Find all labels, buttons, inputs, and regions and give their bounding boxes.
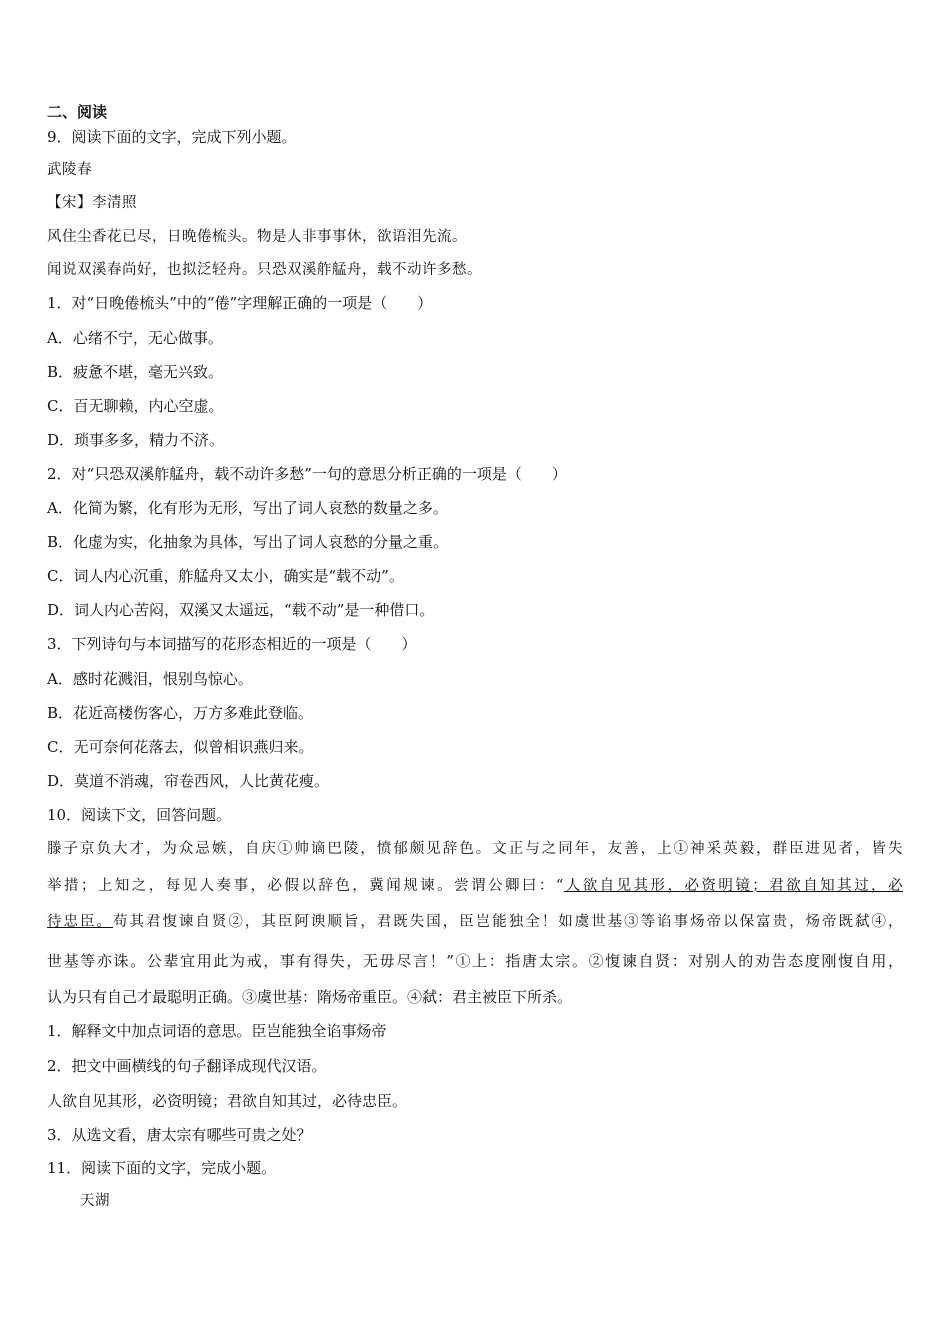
option: A．心绪不宁，无心做事。 xyxy=(47,329,223,347)
question-stem: 1．解释文中加点词语的意思。臣岂能独全谄事炀帝 xyxy=(47,1022,387,1040)
option: B．化虚为实，化抽象为具体，写出了词人哀愁的分量之重。 xyxy=(47,533,449,551)
question-stem: 3．从选文看，唐太宗有哪些可贵之处？ xyxy=(47,1126,312,1144)
option: D．词人内心苦闷，双溪又太遥远，“载不动”是一种借口。 xyxy=(47,601,435,619)
question-stem: 1．对“日晚倦梳头”中的“倦”字理解正确的一项是（ ） xyxy=(47,294,433,312)
passage-text: 苟其君愎谏自贤②，其臣阿谀顺旨，君既失国，臣岂能独全！如虞世基③等谄事炀帝以保富贵，炀帝既弑④， xyxy=(112,914,904,930)
question-stem: 2．把文中画横线的句子翻译成现代汉语。 xyxy=(47,1057,327,1075)
sentence-to-translate: 人欲自见其形，必资明镜；君欲自知其过，必待忠臣。 xyxy=(47,1092,408,1110)
passage-line: 世基等亦诛。公辈宜用此为戒，事有得失，无毋尽言！”①上：指唐太宗。②愎谏自贤：对别人的劝告态度刚愎自用， xyxy=(47,952,903,970)
passage-line: 认为只有自己才最聪明正确。③虞世基：隋炀帝重臣。④弑：君主被臣下所杀。 xyxy=(47,988,573,1006)
option: B．疲惫不堪，毫无兴致。 xyxy=(47,363,224,381)
option: A．化简为繁，化有形为无形，写出了词人哀愁的数量之多。 xyxy=(47,499,448,517)
passage-line xyxy=(47,912,903,932)
q11-title: 天湖 xyxy=(80,1193,110,1209)
q11-prompt: 11．阅读下面的文字，完成小题。 xyxy=(47,1159,277,1177)
underlined-text: 待忠臣。 xyxy=(47,914,113,930)
option: B．花近高楼伤客心，万方多难此登临。 xyxy=(47,704,314,722)
option: D．莫道不消魂，帘卷西风，人比黄花瘦。 xyxy=(47,772,330,790)
passage-line: 滕子京负大才，为众忌嫉，自庆①帅谪巴陵，愤郁颇见辞色。文正与之同年，友善，上①神采英毅，群臣进见者，皆失 xyxy=(47,841,903,857)
option: A．感时花溅泪，恨别鸟惊心。 xyxy=(47,670,253,688)
poem-author: 【宋】李清照 xyxy=(47,195,137,211)
section-title: 二、阅读 xyxy=(47,103,108,121)
poem-line: 风住尘香花已尽，日晚倦梳头。物是人非事事休，欲语泪先流。 xyxy=(47,229,467,245)
option: C．无可奈何花落去，似曾相识燕归来。 xyxy=(47,738,314,756)
q10-prompt: 10．阅读下文，回答问题。 xyxy=(47,806,232,824)
q9-prompt: 9．阅读下面的文字，完成下列小题。 xyxy=(47,128,297,146)
option: C．百无聊赖，内心空虚。 xyxy=(47,397,224,415)
poem-line: 闻说双溪春尚好，也拟泛轻舟。只恐双溪舴艋舟，载不动许多愁。 xyxy=(47,262,482,278)
passage-line xyxy=(47,876,903,896)
option: C．词人内心沉重，舴艋舟又太小，确实是“载不动”。 xyxy=(47,567,404,585)
poem-title: 武陵春 xyxy=(47,162,92,178)
question-stem: 2．对“只恐双溪舴艋舟，载不动许多愁”一句的意思分析正确的一项是（ ） xyxy=(47,465,567,483)
underlined-text: 人欲自见其形，必资明镜；君欲自知其过，必 xyxy=(563,878,903,894)
question-stem: 3．下列诗句与本词描写的花形态相近的一项是（ ） xyxy=(47,635,417,653)
passage-text: 举措；上知之，每见人奏事，必假以辞色，冀闻规谏。尝谓公卿曰：“ xyxy=(47,878,564,894)
option: D．琐事多多，精力不济。 xyxy=(47,431,225,449)
